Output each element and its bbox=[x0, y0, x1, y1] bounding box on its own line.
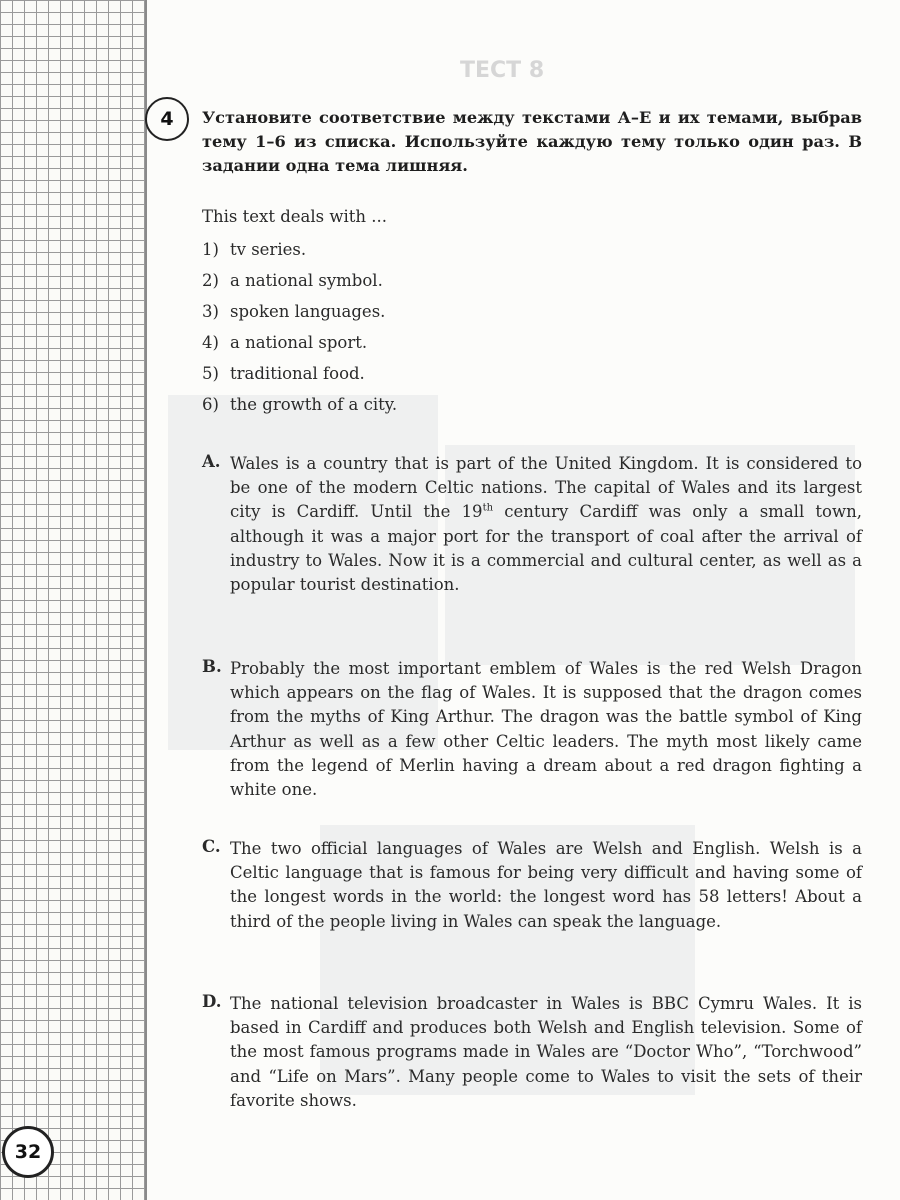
list-item: 4) a national sport. bbox=[202, 333, 368, 352]
list-item: 5) traditional food. bbox=[202, 364, 365, 383]
passage-body: Wales is a country that is part of the United Kingdom. It is considered to be one of the modern Celtic nations. The capital of Wales and its largest city is Cardiff. Until the 19th century Cardiff was only a small town, although it was a major port for the transport of coal after the arrival of industry to Wales. Now it is a commercial and cultural center, as well as a popular tourist destination. bbox=[230, 454, 862, 595]
text-passage-d bbox=[202, 992, 862, 1113]
task-number-badge: 4 bbox=[145, 97, 189, 141]
passage-body: The two official languages of Wales are Welsh and English. Welsh is a Celtic language that is famous for being very difficult and having some of the longest words in the world: the longest word has 58 letters! About a third of the people living in Wales can speak the language. bbox=[230, 839, 862, 931]
passage-letter: D. bbox=[202, 992, 222, 1011]
topic-list bbox=[202, 240, 397, 426]
faded-header: ТЕСТ 8 bbox=[460, 58, 545, 83]
page-number: 32 bbox=[2, 1126, 54, 1178]
list-item: 6) the growth of a city. bbox=[202, 395, 398, 414]
text-passage-b bbox=[202, 657, 862, 802]
text-passage-a bbox=[202, 452, 862, 597]
passage-body: The national television broadcaster in Wales is BBC Cymru Wales. It is based in Cardiff and produces both Welsh and English television. Some of the most famous programs made in Wales are “Doctor Who”, “Torchwood” and “Life on Mars”. Many people come to Wales to visit the sets of their favorite shows. bbox=[230, 994, 862, 1110]
list-item: 3) spoken languages. bbox=[202, 302, 386, 321]
list-item: 1) tv series. bbox=[202, 240, 307, 259]
passage-body: Probably the most important emblem of Wales is the red Welsh Dragon which appears on the flag of Wales. It is supposed that the dragon comes from the myths of King Arthur. The dragon was the battle symbol of King Arthur as well as a few other Celtic leaders. The myth most likely came from the legend of Merlin having a dream about a red dragon fighting a white one. bbox=[230, 659, 862, 800]
passage-letter: B. bbox=[202, 657, 222, 676]
list-item: 2) a national symbol. bbox=[202, 271, 383, 290]
graph-paper-margin bbox=[0, 0, 147, 1200]
task-instruction: Установите соответствие между текстами А–Е и их темами, выбрав тему 1–6 из списка. Используйте каждую тему только один раз. В задании одна тема лишняя. bbox=[202, 108, 862, 175]
task-content bbox=[145, 0, 900, 1200]
topics-lead: This text deals with ... bbox=[202, 207, 387, 226]
passage-letter: C. bbox=[202, 837, 221, 856]
text-passage-c bbox=[202, 837, 862, 934]
passage-letter: A. bbox=[202, 452, 221, 471]
